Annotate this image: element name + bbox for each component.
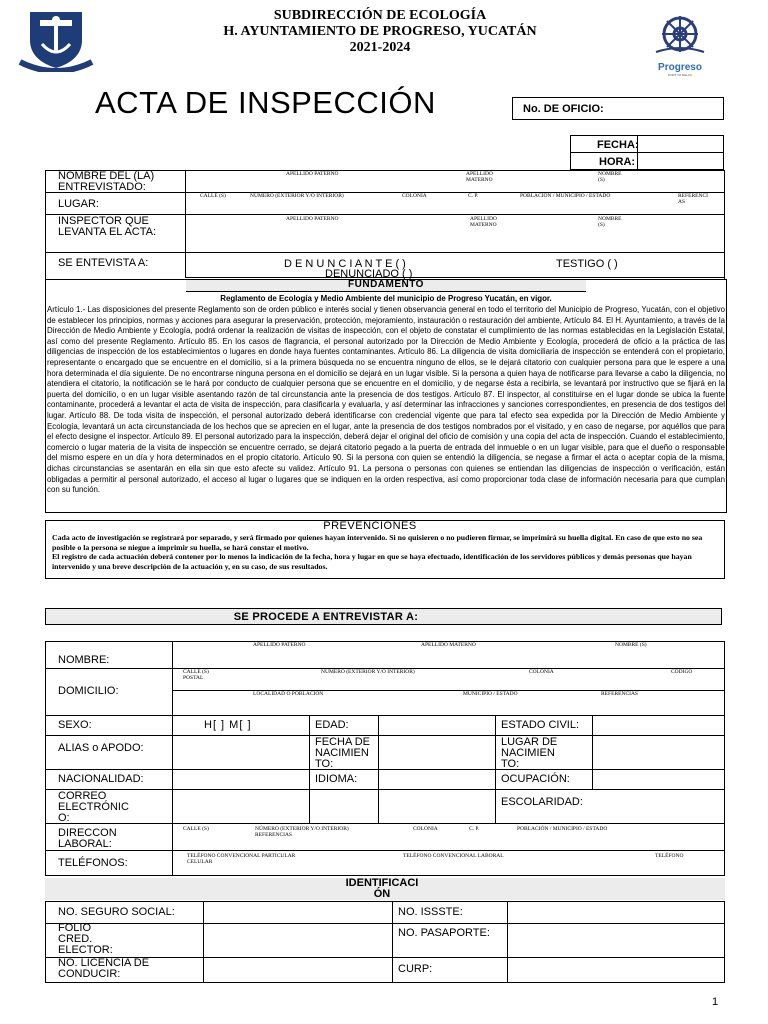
- folio-field[interactable]: [204, 924, 391, 957]
- folio-label: FOLIO CRED. ELECTOR:: [58, 922, 113, 956]
- sub-municipio: MUNICIPIO / ESTADO: [463, 691, 518, 697]
- denunciado-option[interactable]: DENUNCIADO ( ): [325, 268, 413, 280]
- sub-apellido-materno: APELLIDO MATERNO: [470, 216, 497, 228]
- nss-label: NO. SEGURO SOCIAL:: [58, 906, 175, 918]
- alias-field[interactable]: [173, 736, 308, 769]
- divider: [45, 252, 725, 253]
- sub-apellido-paterno: APELLIDO PATERNO: [286, 216, 339, 222]
- fundamento-body: Artículo 1.- Las disposiciones del presente Reglamento son de orden público e interés social y tienen observancia general en todo el territorio del Municipio de Progreso, Yucatán, con el objetivo de establecer los principios, normas y acciones para asegurar la preservación, protección, mejoramiento, instauración o restauración del ambiente, Artículo 84. El H. Ayuntamiento, a través de la Dirección de Medio Ambiente y Ecología, podrá ordenar la realización de visitas de inspección, con el objeto de constatar el cumplimiento de las normas establecidas en la Legislación Estatal, así como del presente Reglamento. Artículo 85. En los casos de flagrancia, el personal autorizado por la Dirección de Medio Ambiente y Ecología, procederá de oficio a la práctica de las diligencias de inspección de los establecimientos o lugares en donde haya fuentes contaminantes. Artículo 86. La diligencia de visita domiciliaria de inspección se entenderá con el propietario, representante o encargado que se encuentre en el domicilio, si a la primera búsqueda no se encuentra ninguno de ellos, se le dejará citatorio con cualquier persona para que le espere a una hora determinada el día siguiente. De no encontrarse ninguna persona en el domicilio se dejará en un lugar visible. Si la persona a quien haya de notificarse para llevarse a cabo la diligencia, no atendiera el citatorio, la notificación se le hará por conducto de cualquier persona que se encuentre en el domicilio, y de negarse ésta a recibirla, se levantará por instructivo que se fijará en la puerta del domicilio, o en un lugar visible asentando razón de tal circunstancia ante la presencia de dos testigos. Artículo 87. El inspector, al constituirse en el lugar donde se ubica la fuente contaminante, procederá a levantar el acta de visita de inspección, para clasificarla y evaluarla, y así determinar las infracciones y sanciones correspondientes, en presencia de dos testigos del lugar. Artículo 88. De toda visita de inspección, el personal autorizado deberá identificarse con credencial vigente que para tal efecto sea expedida por la Dirección de Medio Ambiente y Ecología, levantará un acta circunstanciada de los hechos que se aprecien en el lugar, ante la presencia de dos testigos nombrados por el visitado, y en caso de negarse, por aquéllos que para el efecto designe el inspector. Artículo 89. El personal autorizado para la inspección, deberá dejar el original del oficio de comisión y una copia del acta de inspección. Cuando el establecimiento, comercio o lugar materia de la visita de inspección se encuentre cerrado, se dejará citatorio pegado a la puerta de entrada del inmueble o en un lugar visible, para que el dueño o responsable del mismo espere en un día y hora determinados en el propio citatorio. Artículo 90. Si la persona con quien se entendió la diligencia, se negase a firmar el acta o aceptar copia de la misma, dichas circunstancias se asentarán en ella sin que esto afecte su validez. Artículo 91. La persona o personas con quienes se entiendan las diligencias de inspección o verificación, están obligadas a permitir al personal autorizado, el acceso al lugar o lugares que se indiquen en la orden respectiva, así como proporcionar toda clase de información necesaria para que cumplan con su función.: [47, 305, 725, 495]
- issste-label: NO. ISSSTE:: [398, 906, 463, 918]
- sexo-options[interactable]: H[ ] M[ ]: [204, 719, 252, 731]
- idioma-label: IDIOMA:: [315, 773, 358, 785]
- entrevistar-title-box: [45, 608, 722, 625]
- page-title: ACTA DE INSPECCIÓN: [95, 85, 436, 120]
- fundamento-title-band: [186, 280, 586, 292]
- fecha-nac-field[interactable]: [379, 736, 494, 769]
- sub-referencias: REFERENCIAS: [601, 691, 638, 697]
- denunciante-option[interactable]: D E N U N C I A N T E ( ): [284, 258, 406, 270]
- escolaridad-field[interactable]: [593, 790, 724, 823]
- sub-tel-laboral: TELÉFONO CONVENCIONAL LABORAL: [403, 853, 504, 859]
- licencia-label: NO. LICENCIA DE CONDUCIR:: [58, 957, 150, 980]
- sub-celular: CELULAR: [187, 859, 213, 865]
- header-line-2: H. AYUNTAMIENTO DE PROGRESO, YUCATÁN: [223, 24, 537, 39]
- header-line-1: SUBDIRECCIÓN DE ECOLOGÍA: [273, 8, 487, 23]
- sub-apellido-paterno: APELLIDO PATERNO: [286, 171, 339, 177]
- sub-nombres: NOMBRE (S): [598, 216, 622, 228]
- pasaporte-field[interactable]: [508, 924, 724, 957]
- sub-numero: NÚMERO (EXTERIOR Y/O INTERIOR): [250, 193, 344, 199]
- alias-label: ALIAS o APODO:: [58, 742, 144, 754]
- fecha-label: FECHA:: [597, 139, 639, 151]
- sub-calle: CALLE (S): [200, 193, 226, 199]
- right-logo: [652, 14, 708, 77]
- telefonos-label: TELÉFONOS:: [58, 857, 128, 869]
- fundamento-box: [45, 279, 727, 513]
- sub-referencias: REFERENCIAS: [678, 193, 708, 205]
- correo-field[interactable]: [173, 790, 494, 823]
- direccion-field[interactable]: [173, 824, 724, 850]
- sub-colonia: COLONIA: [413, 826, 438, 832]
- lugar-label: LUGAR:: [58, 198, 99, 210]
- domicilio-field[interactable]: [173, 669, 724, 715]
- ocupacion-label: OCUPACIÓN:: [501, 773, 570, 785]
- sub-apellido-materno: APELLIDO MATERNO: [421, 642, 476, 648]
- escolaridad-label: ESCOLARIDAD:: [501, 796, 583, 808]
- sub-nombres: NOMBRE (S): [598, 171, 622, 183]
- direccion-label: DIRECCON LABORAL:: [58, 827, 117, 850]
- lugar-field[interactable]: [186, 193, 724, 214]
- ocupacion-field[interactable]: [593, 770, 724, 789]
- fecha-field[interactable]: [637, 135, 724, 153]
- ship-wheel-icon: [652, 14, 708, 58]
- fecha-nac-label: FECHA DE NACIMIEN TO:: [315, 736, 371, 770]
- inspector-label: INSPECTOR QUE LEVANTA EL ACTA:: [58, 215, 157, 238]
- hora-label: HORA:: [599, 156, 636, 168]
- sub-codigo: CÓDIGO: [671, 669, 693, 675]
- nss-field[interactable]: [204, 902, 391, 923]
- sub-nombres: NOMBRE (S): [615, 642, 647, 648]
- edad-label: EDAD:: [315, 719, 349, 731]
- sub-poblacion: POBLACIÓN / MUNICIPIO / ESTADO: [517, 826, 608, 832]
- lugar-nac-label: LUGAR DE NACIMIEN TO:: [501, 736, 558, 770]
- inspector-field[interactable]: [186, 215, 724, 252]
- curp-field[interactable]: [508, 958, 724, 982]
- issste-field[interactable]: [508, 902, 724, 923]
- right-logo-subtext: PORT TO RELAX: [668, 73, 692, 77]
- anchor-shield-icon: [18, 8, 94, 72]
- prevenciones-title: PREVENCIONES: [323, 520, 417, 532]
- sub-apellido-materno: APELLIDO MATERNO: [466, 171, 493, 183]
- nombre-field[interactable]: [173, 642, 724, 668]
- right-logo-text: Progreso: [658, 62, 702, 73]
- entrevistar-title: SE PROCEDE A ENTREVISTAR A:: [233, 611, 419, 623]
- divider: [392, 901, 393, 983]
- sub-localidad: LOCALIDAD O POBLACIÓN: [253, 691, 324, 697]
- pasaporte-label: NO. PASAPORTE:: [398, 927, 490, 939]
- domicilio-label: DOMICILIO:: [58, 685, 119, 697]
- correo-label: CORREO ELECTRÓNIC O:: [58, 790, 129, 824]
- fecha-label-cell: [570, 135, 638, 153]
- prevenciones-p2: El registro de cada actuación deberá contener por lo menos la indicación de la fecha, hora y lugar en que se haya efectuado, identificación de los servidores públicos y demás personas que hayan intervenido y una breve descripción de la actuación y, en su caso, de sus resultados.: [52, 552, 692, 571]
- sub-numero: NÚMERO (EXTERIOR Y/O INTERIOR): [255, 826, 349, 832]
- prevenciones-box: [45, 520, 725, 579]
- sub-colonia: COLONIA: [529, 669, 554, 675]
- fundamento-title: FUNDAMENTO: [348, 279, 424, 290]
- telefonos-field[interactable]: [173, 851, 724, 876]
- sub-colonia: COLONIA: [402, 193, 427, 199]
- nombre-label: NOMBRE:: [58, 654, 110, 666]
- entrevista-label: SE ENTEVISTA A:: [58, 257, 149, 269]
- edad-field[interactable]: [379, 716, 494, 735]
- sub-calle: CALLE (S): [183, 669, 209, 675]
- sub-poblacion: POBLACIÓN / MUNICIPIO / ESTADO: [520, 193, 611, 199]
- divider: [185, 277, 725, 278]
- nombre-entrevistado-label: NOMBRE DEL (LA) ENTREVISTADO:: [58, 170, 155, 193]
- sub-postal: POSTAL: [183, 675, 204, 681]
- curp-label: CURP:: [398, 963, 433, 975]
- estado-civil-label: ESTADO CIVIL:: [501, 719, 580, 731]
- sub-apellido-paterno: APELLIDO PATERNO: [253, 642, 306, 648]
- hora-field[interactable]: [637, 152, 724, 170]
- hora-label-cell: [570, 152, 638, 170]
- prevenciones-p1: Cada acto de investigación se registrará por separado, y será firmado por quienes hayan intervenido. Si no quisieren o no pudieren firmar, se imprimirá su huella digital. En caso de que esto no sea posible o la persona se niegue a imprimir su huella, se hará constar el motivo.: [52, 533, 703, 552]
- nombre-entrevistado-field[interactable]: [186, 171, 724, 192]
- page-number: 1: [712, 996, 719, 1008]
- oficio-box[interactable]: [512, 97, 724, 120]
- nacionalidad-field[interactable]: [173, 770, 308, 789]
- sub-referencias: REFERENCIAS: [255, 832, 292, 838]
- licencia-field[interactable]: [204, 958, 391, 982]
- header-line-3: 2021-2024: [349, 40, 411, 55]
- divider: [495, 715, 496, 823]
- sub-calle: CALLE (S): [183, 826, 209, 832]
- oficio-label: No. DE OFICIO:: [523, 103, 604, 115]
- sub-cp: C. P.: [469, 826, 480, 832]
- sub-cp: C. P.: [468, 193, 479, 199]
- nacionalidad-label: NACIONALIDAD:: [58, 773, 144, 785]
- sexo-label: SEXO:: [58, 719, 92, 731]
- sub-numero: NÚMERO (EXTERIOR Y/O INTERIOR): [321, 669, 415, 675]
- idioma-field[interactable]: [379, 770, 494, 789]
- sub-tel-particular: TELÉFONO CONVENCIONAL PARTICULAR: [187, 853, 296, 859]
- identificacion-title: IDENTIFICACI ÓN: [345, 877, 419, 900]
- left-logo: [18, 8, 94, 72]
- fundamento-subtitle: Reglamento de Ecología y Medio Ambiente del municipio de Progreso Yucatán, en vigor.: [220, 294, 552, 303]
- testigo-option[interactable]: TESTIGO ( ): [556, 258, 618, 270]
- estado-civil-field[interactable]: [593, 716, 724, 735]
- identificacion-title-box: [45, 878, 725, 900]
- lugar-nac-field[interactable]: [593, 736, 724, 769]
- sub-telefono: TELÉFONO: [655, 853, 684, 859]
